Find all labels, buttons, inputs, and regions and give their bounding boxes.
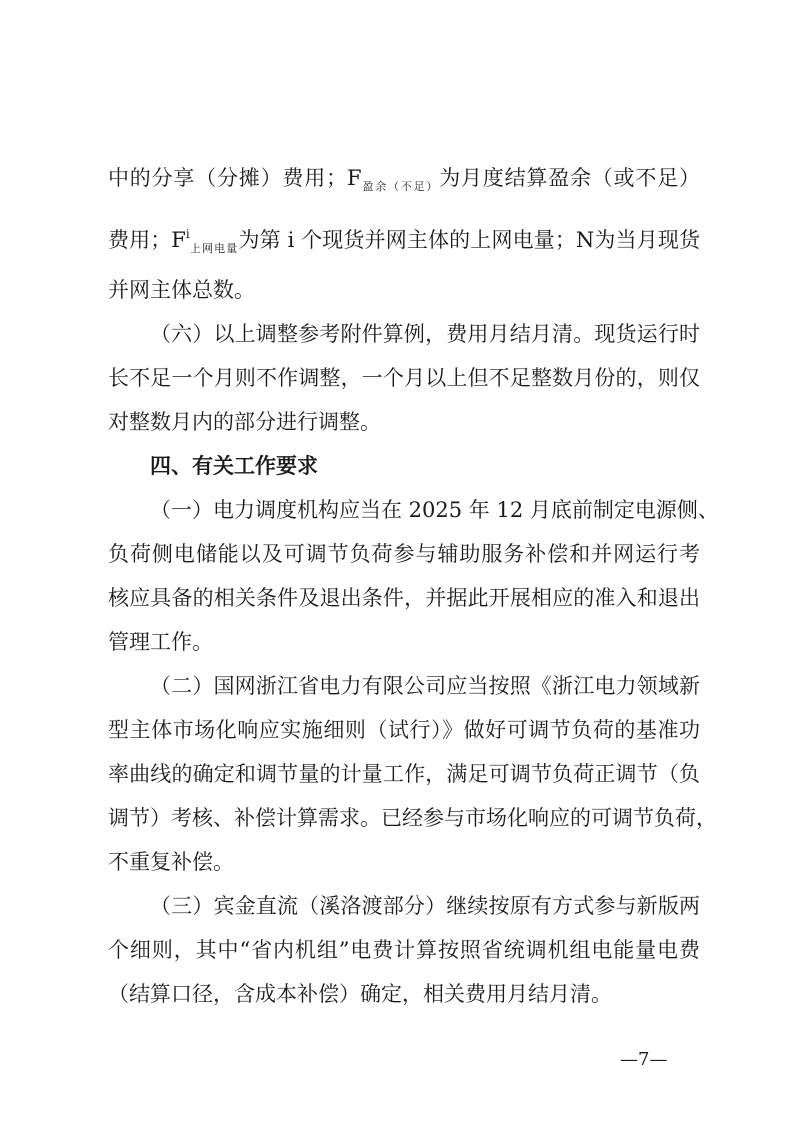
text-line: 负荷侧电储能以及可调节负荷参与辅助服务补偿和并网运行考 — [108, 542, 700, 566]
formula-symbol: F — [347, 166, 362, 190]
formula-superscript: i — [185, 227, 190, 241]
text-span: 为月度结算盈余（或不足） — [439, 166, 701, 190]
text-line: 型主体市场化响应实施细则（试行）》做好可调节负荷的基准功 — [108, 718, 700, 742]
text-line: 对整数月内的部分进行调整。 — [108, 410, 381, 434]
formula-subscript: 盈余（不足） — [361, 180, 440, 193]
page-number: —7— — [620, 1049, 668, 1070]
text-line: 管理工作。 — [108, 630, 213, 654]
paragraph-start: （二）国网浙江省电力有限公司应当按照《浙江电力领域新 — [150, 674, 700, 698]
formula-subscript: 上网电量 — [189, 242, 239, 255]
text-line: （结算口径，含成本补偿）确定，相关费用月结月清。 — [108, 982, 612, 1006]
text-line — [108, 164, 700, 201]
text-line: 率曲线的确定和调节量的计量工作，满足可调节负荷正调节（负 — [108, 762, 700, 786]
paragraph-start: （六）以上调整参考附件算例，费用月结月清。现货运行时 — [150, 322, 700, 346]
formula-symbol: F — [171, 228, 186, 252]
paragraph-start: （三）宾金直流（溪洛渡部分）继续按原有方式参与新版两 — [150, 894, 700, 918]
text-line: 个细则，其中“省内机组”电费计算按照省统调机组电能量电费 — [108, 938, 700, 962]
text-span: 中的分享（分摊）费用； — [108, 166, 348, 190]
section-heading: 四、有关工作要求 — [150, 454, 318, 478]
paragraph-start: （一）电力调度机构应当在 2025 年 12 月底前制定电源侧、 — [150, 498, 719, 522]
text-span: 费用； — [108, 228, 172, 252]
text-line — [108, 220, 700, 263]
text-line: 调节）考核、补偿计算需求。已经参与市场化响应的可调节负荷， — [108, 806, 717, 830]
text-line: 并网主体总数。 — [108, 278, 255, 302]
text-line: 不重复补偿。 — [108, 850, 234, 874]
text-span: 为第 i 个现货并网主体的上网电量；N为当月现货 — [238, 228, 701, 252]
text-line: 核应具备的相关条件及退出条件，并据此开展相应的准入和退出 — [108, 586, 700, 610]
text-line: 长不足一个月则不作调整，一个月以上但不足整数月份的，则仅 — [108, 366, 700, 390]
